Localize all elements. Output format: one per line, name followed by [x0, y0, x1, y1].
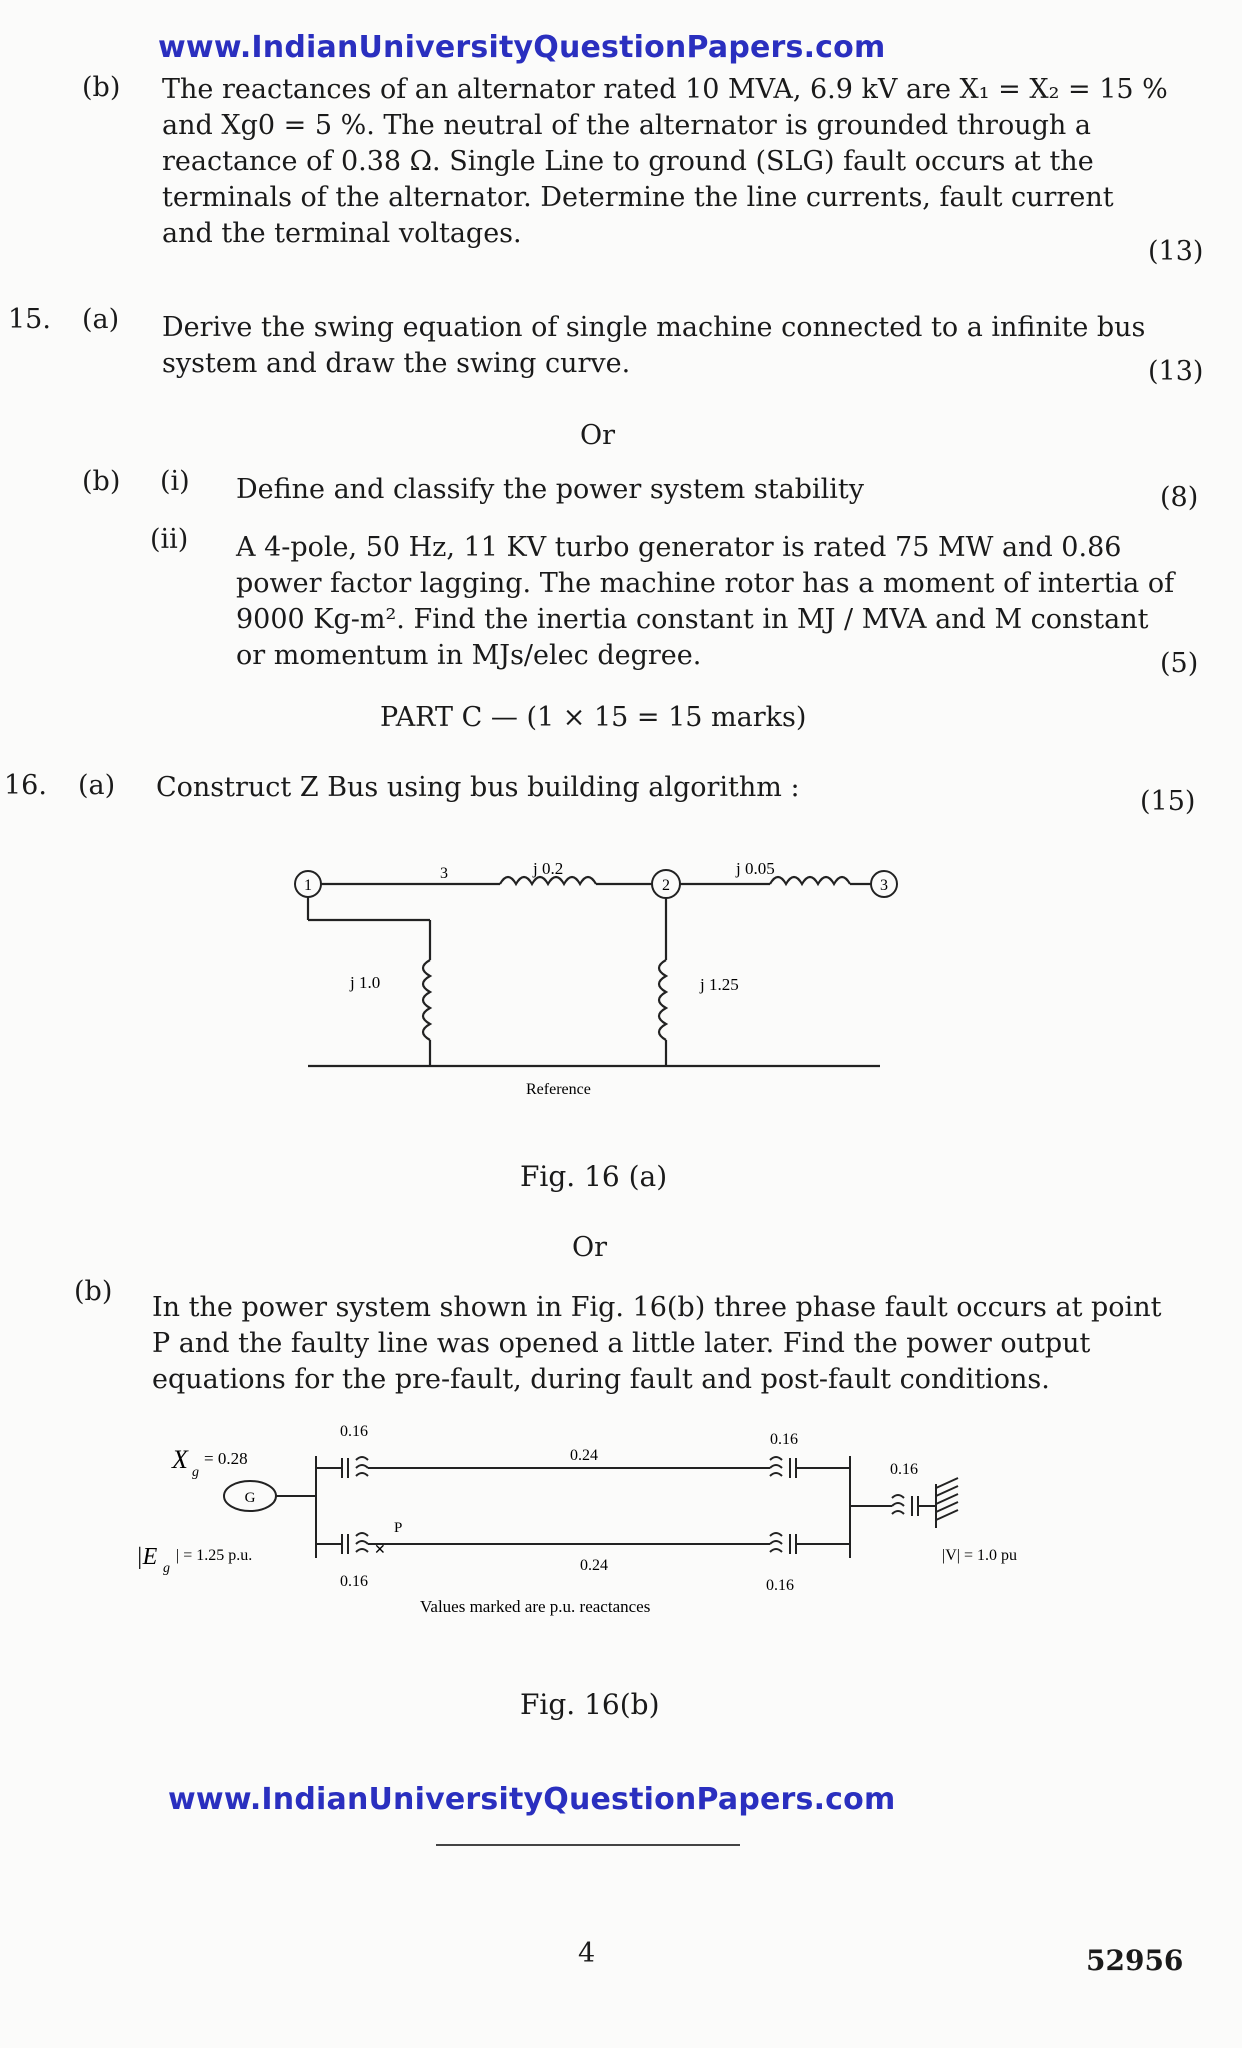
fig16b-fault-point: P [394, 1520, 403, 1536]
fig16a-node-3 [871, 871, 897, 897]
q15b-i-text: Define and classify the power system stability [236, 474, 864, 505]
fig16a-z2ref: j 1.25 [700, 975, 739, 994]
q15b-ii-label: (ii) [150, 524, 189, 555]
watermark-bottom: www.IndianUniversityQuestionPapers.com [168, 1782, 896, 1817]
fig16a-caption: Fig. 16 (a) [520, 1160, 668, 1193]
fig16a-node-1-label: 1 [304, 877, 312, 894]
fig16b-t1-top: 0.16 [340, 1423, 368, 1440]
fig16b-note: Values marked are p.u. reactances [420, 1597, 651, 1616]
fig16a-z1ref: j 1.0 [350, 973, 381, 992]
fig16b-diagram [130, 1416, 1060, 1636]
q15a-marks: (13) [1148, 356, 1204, 387]
q15b-i-label: (i) [160, 466, 190, 497]
fig16a-node-2-label: 2 [662, 877, 670, 894]
fig16b-xg-value: = 0.28 [204, 1449, 248, 1468]
fig16a-node-3-label: 3 [880, 877, 888, 894]
fig16b-generator-label: G [244, 1490, 256, 1506]
q14b-line-2: and Xg0 = 5 %. The neutral of the alternator is grounded through a [162, 110, 1091, 141]
q15-number: 15. [8, 304, 51, 335]
q15b-ii-marks: (5) [1160, 648, 1199, 679]
q15a-text [162, 310, 1202, 382]
fig16b-t3: 0.16 [890, 1461, 918, 1478]
q15-or: Or [580, 420, 616, 451]
q15b-i-marks: (8) [1160, 482, 1199, 513]
q16-or: Or [572, 1232, 608, 1263]
q16b-line-3: equations for the pre-fault, during fault and post-fault conditions. [152, 1364, 1050, 1395]
q16a-label: (a) [78, 770, 116, 801]
fig16b-line-top: 0.24 [570, 1447, 598, 1464]
fig16b-infinite-bus: |V| = 1.0 pu [942, 1547, 1017, 1564]
paper-code: 52956 [1086, 1944, 1184, 1977]
q14b-line-3: reactance of 0.38 Ω. Single Line to ground (SLG) fault occurs at the [162, 146, 1094, 177]
q14b-marks: (13) [1148, 236, 1204, 267]
fig16a-node-2 [652, 870, 680, 898]
q14b-line-4: terminals of the alternator. Determine the line currents, fault current [162, 182, 1114, 213]
fig16b-xg-sub: g [192, 1465, 199, 1480]
q15b-label: (b) [82, 466, 121, 497]
fig16a-reference: Reference [526, 1081, 591, 1098]
part-c-heading: PART C — (1 × 15 = 15 marks) [380, 702, 807, 733]
fig16a-z23: j 0.05 [736, 859, 775, 878]
q15b-ii-line-1: A 4-pole, 50 Hz, 11 KV turbo generator is rated 75 MW and 0.86 [236, 532, 1122, 563]
fig16b-eg-symbol: |E [136, 1544, 158, 1570]
fig16b-t2-top: 0.16 [770, 1431, 798, 1448]
q15a-line-2: system and draw the swing curve. [162, 348, 631, 379]
q15a-line-1: Derive the swing equation of single machine connected to a infinite bus [162, 312, 1146, 343]
q16-number: 16. [4, 770, 47, 801]
fig16b-caption: Fig. 16(b) [520, 1688, 660, 1721]
fig16a-z12: j 0.2 [533, 859, 564, 878]
q15b-ii-line-4: or momentum in MJs/elec degree. [236, 640, 702, 671]
end-rule [436, 1844, 740, 1846]
q14b-line-1: The reactances of an alternator rated 10 MVA, 6.9 kV are X₁ = X₂ = 15 % [162, 74, 1168, 105]
q15b-ii-line-3: 9000 Kg-m². Find the inertia constant in MJ / MVA and M constant [236, 604, 1149, 635]
fig16a-node-1 [295, 871, 321, 897]
q16b-line-2: P and the faulty line was opened a little later. Find the power output [152, 1328, 1091, 1359]
watermark-top: www.IndianUniversityQuestionPapers.com [158, 30, 886, 65]
fig16b-line-bot: 0.24 [580, 1557, 608, 1574]
page-number: 4 [578, 1938, 596, 1969]
q16b-label: (b) [74, 1276, 113, 1307]
q16a-text: Construct Z Bus using bus building algorithm : [156, 772, 800, 803]
q15b-ii-text [236, 530, 1206, 674]
q16a-marks: (15) [1140, 786, 1196, 817]
q15b-ii-line-2: power factor lagging. The machine rotor has a moment of intertia of [236, 568, 1175, 599]
q16b-line-1: In the power system shown in Fig. 16(b) three phase fault occurs at point [152, 1292, 1162, 1323]
fig16b-eg-value: | = 1.25 p.u. [176, 1547, 253, 1564]
fig16a-extra-label: 3 [440, 865, 448, 882]
q14b-text [162, 72, 1202, 252]
fig16b-t1-bot: 0.16 [340, 1573, 368, 1590]
fig16a-diagram [280, 840, 920, 1100]
fig16b-fault-marker: ✕ [374, 1543, 386, 1558]
q15a-label: (a) [82, 304, 120, 335]
q14b-label: (b) [82, 72, 121, 103]
fig16b-t2-bot: 0.16 [766, 1577, 794, 1594]
q14b-line-5: and the terminal voltages. [162, 218, 522, 249]
fig16b-eg-sub: g [163, 1561, 170, 1576]
fig16b-xg-symbol: X [172, 1445, 188, 1474]
q16b-text [152, 1290, 1212, 1398]
